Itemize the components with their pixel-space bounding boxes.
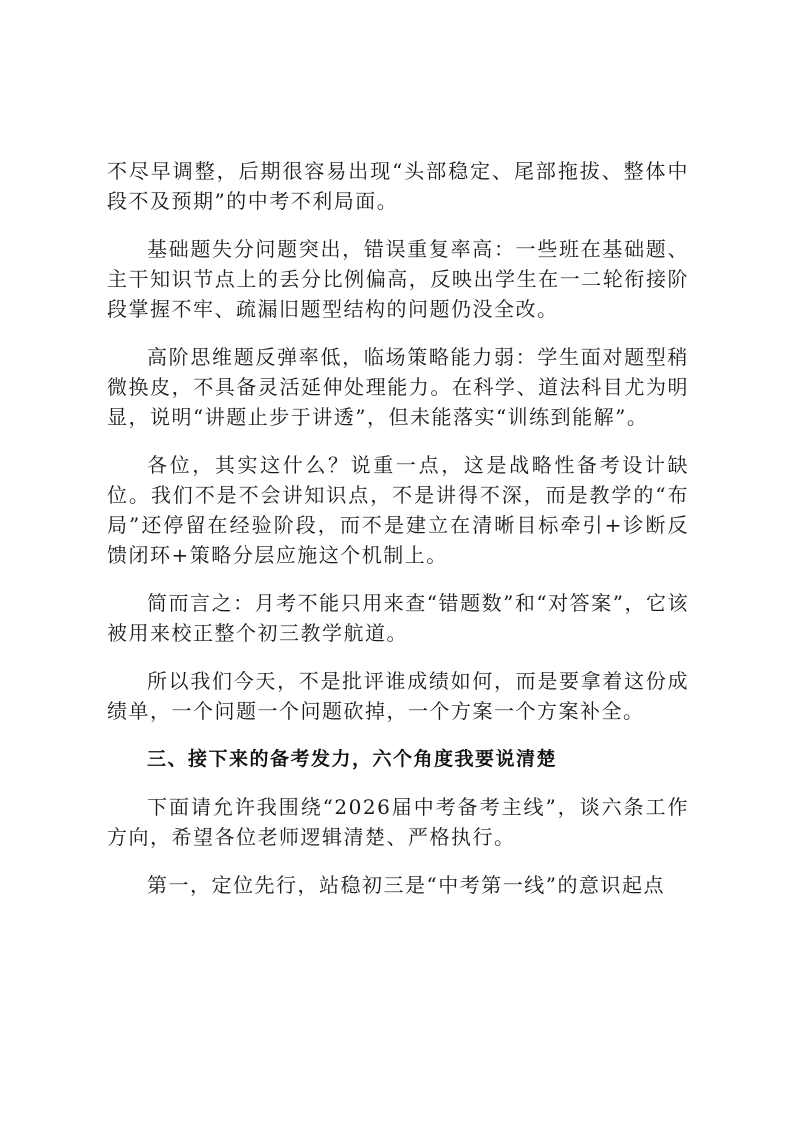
document-body	[107, 156, 689, 918]
paragraph-first-point: 第一，定位先行，站稳初三是“中考第一线”的意识起点	[147, 873, 665, 897]
paragraph-todays-purpose: 所以我们今天，不是批评谁成绩如何，而是要拿着这份成绩单，一个问题一个问题砍掉，一个方案一个方案补全。	[107, 669, 689, 723]
section-heading-three: 三、接下来的备考发力，六个角度我要说清楚	[147, 748, 558, 770]
paragraph-continuation: 不尽早调整，后期很容易出现“头部稳定、尾部拖拔、整体中段不及预期”的中考不利局面。	[107, 159, 689, 213]
paragraph-basic-questions: 基础题失分问题突出，错误重复率高：一些班在基础题、主干知识节点上的丢分比例偏高，反映出学生在一二轮衔接阶段掌握不牢、疏漏旧题型结构的问题仍没全改。	[107, 237, 689, 321]
paragraph-summary: 简而言之：月考不能只用来查“错题数”和“对答案”，它该被用来校正整个初三教学航道。	[107, 591, 689, 645]
paragraph-strategy-gap: 各位，其实这什么？说重一点，这是战略性备考设计缺位。我们不是不会讲知识点，不是讲得不深，而是教学的“布局”还停留在经验阶段，而不是建立在清晰目标牵引+诊断反馈闭环+策略分层应施这个机制上。	[107, 453, 689, 567]
paragraph-six-directions-intro: 下面请允许我围绕“2026届中考备考主线”，谈六条工作方向，希望各位老师逻辑清楚、严格执行。	[107, 795, 689, 849]
paragraph-higher-order-questions: 高阶思维题反弹率低，临场策略能力弱：学生面对题型稍微换皮，不具备灵活延伸处理能力。在科学、道法科目尤为明显，说明“讲题止步于讲透”，但未能落实“训练到能解”。	[107, 345, 689, 429]
